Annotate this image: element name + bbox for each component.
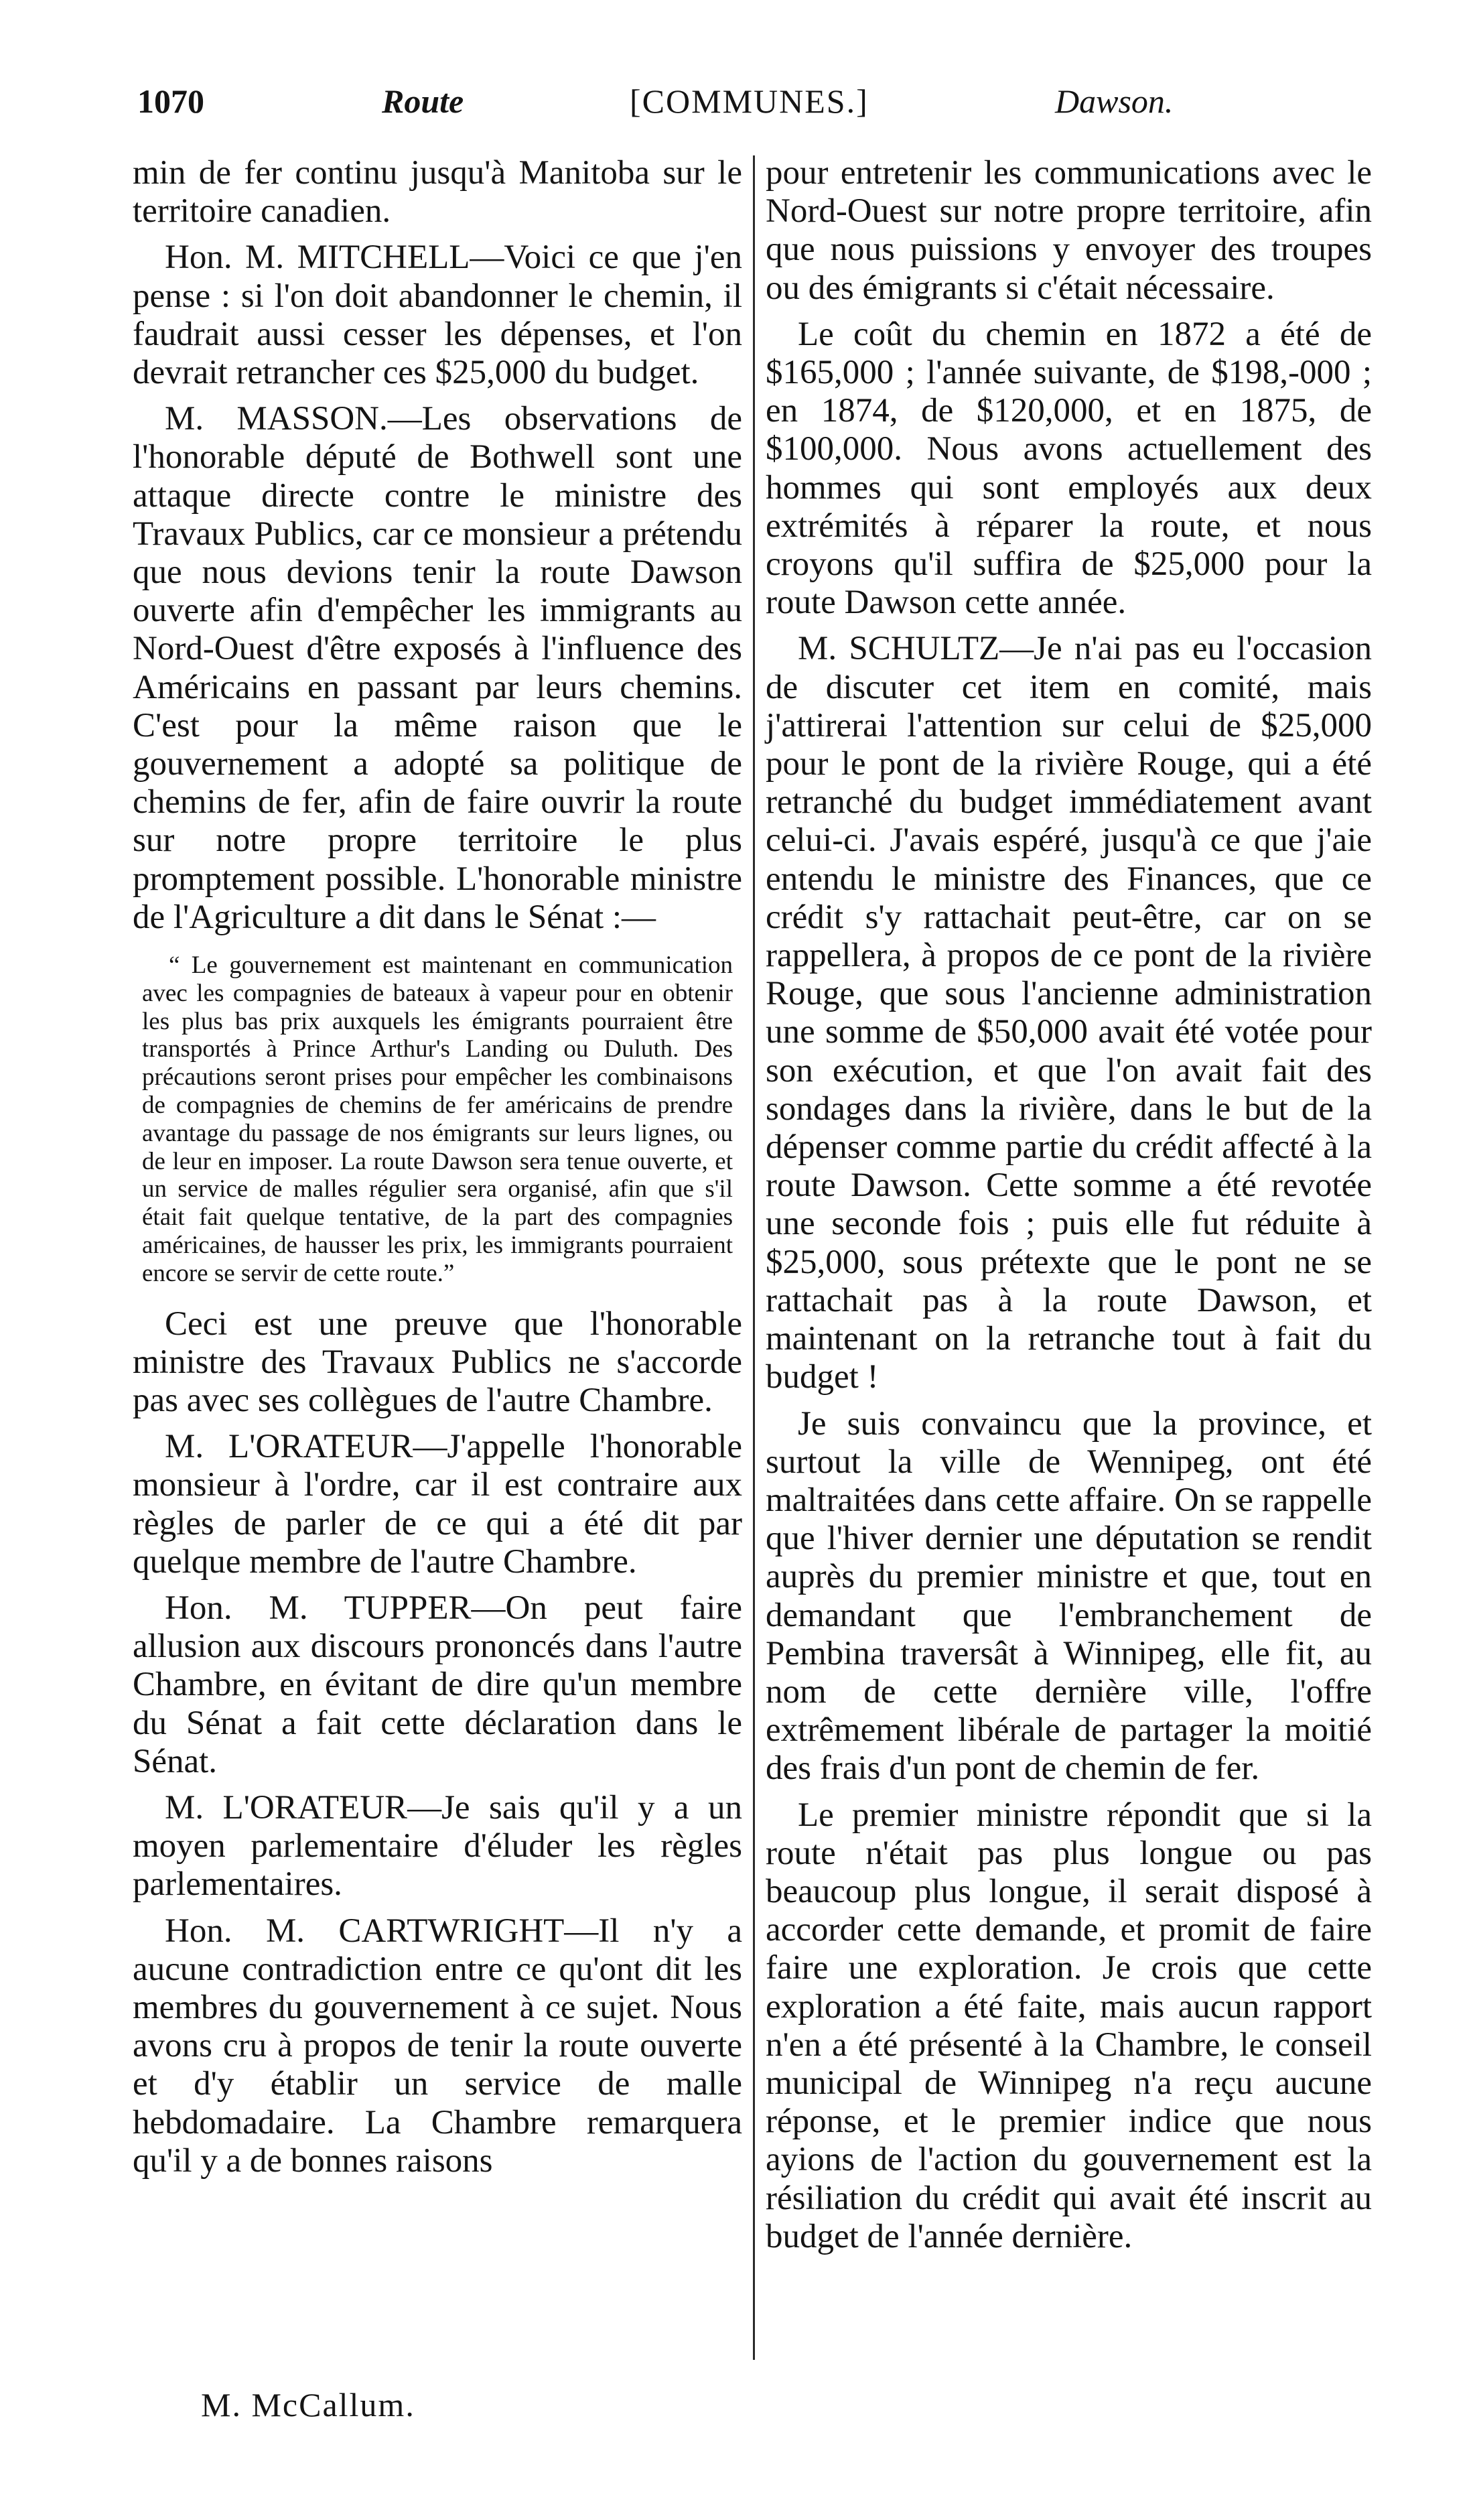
running-head-center: [COMMUNES.] [630, 82, 869, 120]
right-column [766, 154, 1372, 2264]
running-header [137, 82, 1343, 129]
footer-signature: M. McCallum. [201, 2386, 415, 2424]
paragraph: min de fer continu jusqu'à Manitoba sur le territoire canadien. [133, 154, 742, 230]
paragraph: M. MASSON.—Les observations de l'honorable député de Bothwell sont une attaque directe contre le ministre des Travaux Publics, car ce monsieur a prétendu que nous devions tenir la route Dawson ouverte afin d'empêcher les immigrants au Nord-Ouest d'être exposés à l'influence des Américains en passant par leurs chemins. C'est pour la même raison que le gouvernement a adopté sa politique de chemins de fer, afin de faire ouvrir la route sur notre propre territoire le plus promptement possible. L'honorable ministre de l'Agriculture a dit dans le Sénat :— [133, 400, 742, 936]
paragraph: Je suis convaincu que la province, et surtout la ville de Wennipeg, ont été maltraitées dans cette affaire. On se rappelle que l'hiver dernier une députation se rendit auprès du premier ministre et que, tout en demandant que l'embranchement de Pembina traversât à Winnipeg, elle fit, au nom de cette dernière ville, l'offre extrêmement libérale de partager la moitié des frais d'un pont de chemin de fer. [766, 1404, 1372, 1788]
running-head-left: Route [382, 82, 464, 120]
paragraph: M. L'ORATEUR—J'appelle l'honorable monsieur à l'ordre, car il est contraire aux règles de parler de ce qui a été dit par quelque membre de l'autre Chambre. [133, 1428, 742, 1581]
paragraph: pour entretenir les communications avec le Nord-Ouest sur notre propre territoire, afin que nous puissions y envoyer des troupes ou des émigrants si c'était nécessaire. [766, 154, 1372, 307]
paragraph: M. SCHULTZ—Je n'ai pas eu l'occasion de discuter cet item en comité, mais j'attirerai l'attention sur celui de $25,000 pour le pont de la rivière Rouge, qui a été retranché du budget immédiatement avant celui-ci. J'avais espéré, jusqu'à ce que j'aie entendu le ministre des Finances, que ce crédit s'y rattachait peut-être, car on se rappellera, à propos de ce pont de la rivière Rouge, que sous l'ancienne administration une somme de $50,000 avait été votée pour son exécution, et que l'on avait fait des sondages dans la rivière, dans le but de la dépenser comme partie du crédit affecté à la route Dawson. Cette somme a été revotée une seconde fois ; puis elle fut réduite à $25,000, sous prétexte que le pont ne se rattachait pas à la route Dawson, et maintenant on la retranche tout à fait du budget ! [766, 630, 1372, 1396]
page-number: 1070 [137, 82, 204, 120]
paragraph: Hon. M. TUPPER—On peut faire allusion aux discours prononcés dans l'autre Chambre, en évitant de dire qu'un membre du Sénat a fait cette déclaration dans le Sénat. [133, 1589, 742, 1780]
block-quote: “ Le gouvernement est maintenant en communication avec les compagnies de bateaux à vapeur pour en obtenir les plus bas prix auxquels les émigrants pourraient être transportés à Prince Arthur's Landing ou Duluth. Des précautions seront prises pour empêcher les combinaisons de compagnies de chemins de fer américains de prendre avantage du passage de nos émigrants sur leurs lignes, ou de leur en imposer. La route Dawson sera tenue ouverte, et un service de malles régulier sera organisé, afin que s'il était fait quelque tentative, de la part des compagnies américaines, de hausser les prix, les immigrants pourraient encore se servir de cette route.” [142, 951, 733, 1287]
paragraph: Le coût du chemin en 1872 a été de $165,000 ; l'année suivante, de $198,-000 ; en 1874, de $120,000, et en 1875, de $100,000. Nous avons actuellement des hommes qui sont employés aux deux extrémités à réparer la route, et nous croyons qu'il suffira de $25,000 pour la route Dawson cette année. [766, 315, 1372, 622]
paragraph: Le premier ministre répondit que si la route n'était pas plus longue ou pas beaucoup plus longue, il serait disposé à accorder cette demande, et promit de faire faire une exploration. Je crois que cette exploration a été faite, mais aucun rapport n'en a été présenté à la Chambre, le conseil municipal de Winnipeg n'a reçu aucune réponse, et le premier indice que nous ayions de l'action du gouvernement est la résiliation du crédit qui avait été inscrit au budget de l'année dernière. [766, 1796, 1372, 2255]
paragraph: M. L'ORATEUR—Je sais qu'il y a un moyen parlementaire d'éluder les règles parlementaires. [133, 1789, 742, 1904]
paragraph: Ceci est une preuve que l'honorable ministre des Travaux Publics ne s'accorde pas avec ses collègues de l'autre Chambre. [133, 1305, 742, 1420]
left-column [133, 154, 742, 2188]
paragraph: Hon. M. CARTWRIGHT—Il n'y a aucune contradiction entre ce qu'ont dit les membres du gouvernement à ce sujet. Nous avons cru à propos de tenir la route ouverte et d'y établir un service de malle hebdomadaire. La Chambre remarquera qu'il y a de bonnes raisons [133, 1912, 742, 2180]
column-divider [753, 155, 755, 2360]
paragraph: Hon. M. MITCHELL—Voici ce que j'en pense : si l'on doit abandonner le chemin, il faudrait aussi cesser les dépenses, et l'on devrait retrancher ces $25,000 du budget. [133, 239, 742, 392]
running-head-right: Dawson. [1055, 82, 1174, 120]
